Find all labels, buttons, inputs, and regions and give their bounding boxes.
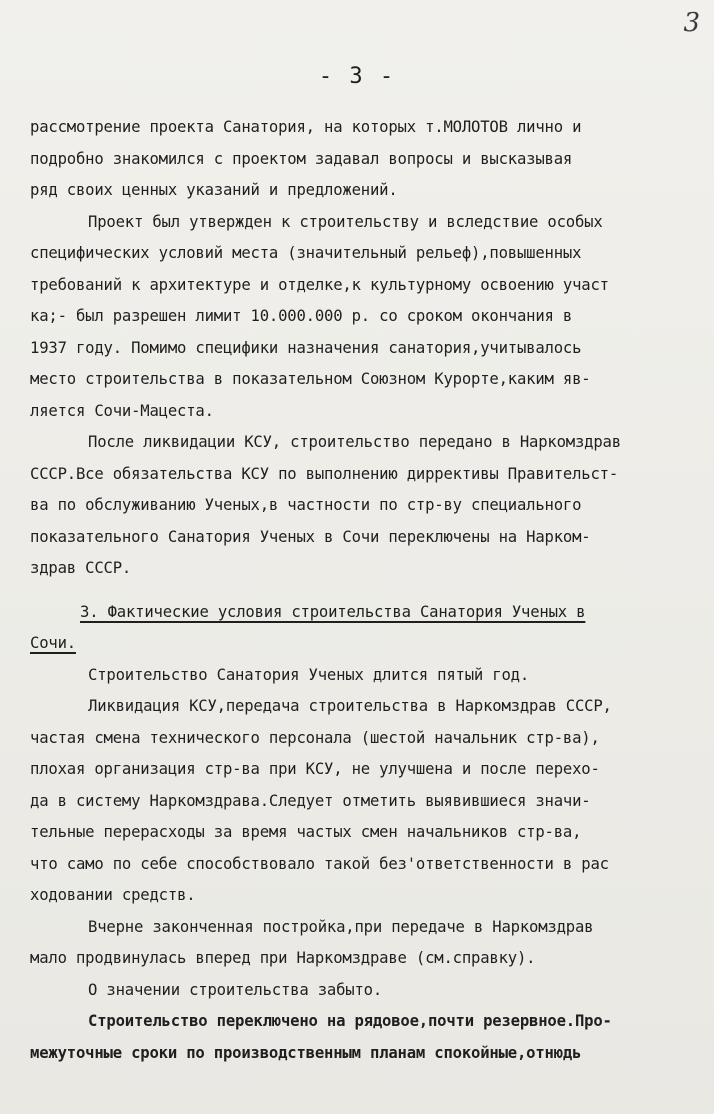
page-number: - 3 - — [318, 64, 396, 89]
text-line: частая смена технического персонала (шестой начальник стр-ва), — [30, 728, 600, 747]
paragraph-start: О значении строительства забыто. — [88, 980, 383, 999]
spacer — [30, 585, 686, 597]
text-line: ряд своих ценных указаний и предложений. — [30, 181, 398, 199]
text-line: подробно знакомился с проектом задавал вопросы и высказывая — [30, 149, 573, 168]
body-text — [30, 112, 686, 1069]
text-line: 1937 году. Помимо специфики назначения санатория,учитывалось — [30, 338, 582, 357]
text-line: ходовании средств. — [30, 886, 196, 904]
paragraph-start: Ликвидация КСУ,передача строительства в Наркомздрав СССР, — [88, 697, 612, 715]
paragraph-start: Проект был утвержден к строительству и вследствие особых — [88, 212, 603, 231]
text-line: СССР.Все обязательства КСУ по выполнению диррективы Правительст- — [30, 464, 619, 483]
section-heading: 3. Фактические условия строительства Санатория Ученых в — [80, 602, 586, 621]
section-heading-continued: Сочи. — [30, 634, 76, 652]
text-line: требований к архитектуре и отделке,к культурному освоению участ — [30, 275, 609, 294]
text-line: рассмотрение проекта Санатория, на которых т.МОЛОТОВ лично и — [30, 118, 582, 136]
text-line: ва по обслуживанию Ученых,в частности по стр-ву специального — [30, 496, 582, 514]
paragraph-start: Вчерне законченная постройка,при передаче в Наркомздрав — [88, 917, 594, 936]
text-line: ка;- был разрешен лимит 10.000.000 р. со сроком окончания в — [30, 307, 573, 325]
text-line: тельные перерасходы за время частых смен начальников стр-ва, — [30, 823, 582, 841]
text-line: межуточные сроки по производственным планам спокойные,отнюдь — [30, 1043, 582, 1062]
text-line: показательного Санатория Ученых в Сочи переключены на Нарком- — [30, 527, 591, 546]
text-line: здрав СССР. — [30, 559, 132, 577]
text-line: ляется Сочи-Мацеста. — [30, 401, 214, 420]
text-line: да в систему Наркомздрава.Следует отметить выявившиеся значи- — [30, 791, 591, 810]
text-line: специфических условий места (значительный рельеф),повышенных — [30, 244, 582, 262]
paragraph-start: Строительство Санатория Ученых длится пятый год. — [88, 665, 530, 684]
paragraph-start: Строительство переключено на рядовое,почти резервное.Про- — [88, 1012, 612, 1030]
text-line: мало продвинулась вперед при Наркомздраве (см.справку). — [30, 949, 536, 967]
text-line: плохая организация стр-ва при КСУ, не улучшена и после перехо- — [30, 760, 600, 778]
archive-page-number: 3 — [683, 8, 700, 38]
paragraph-start: После ликвидации КСУ, строительство передано в Наркомздрав — [88, 433, 621, 451]
text-line: что само по себе способствовало такой без'ответственности в рас — [30, 854, 609, 873]
text-line: место строительства в показательном Союзном Курорте,каким яв- — [30, 370, 591, 388]
